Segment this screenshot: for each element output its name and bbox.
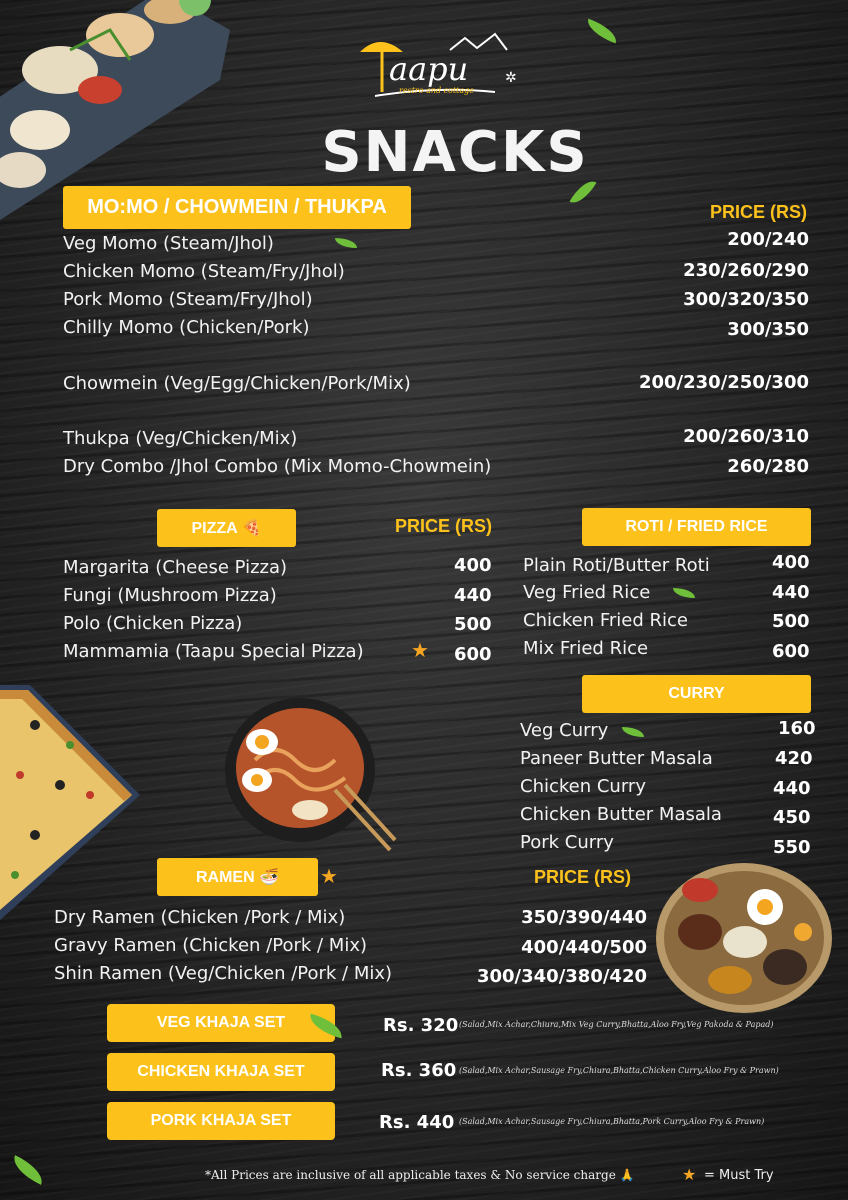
item-price: 450 [773,807,811,828]
brand-tagline: restro and cottage [399,86,474,95]
leaf-icon [673,588,695,598]
veg-khaja-desc: (Salad,Mix Achar,Chiura,Mix Veg Curry,Bhatta,Aloo Fry,Veg Pakoda & Papad) [459,1020,774,1029]
footer-note: *All Prices are inclusive of all applicable taxes & No service charge 🙏 [205,1168,635,1182]
item-price: 440 [772,582,810,603]
leaf-icon [8,1155,47,1185]
item-price: 420 [775,748,813,769]
list-item: Dry Combo /Jhol Combo (Mix Momo-Chowmein) [63,456,492,477]
veg-khaja-set-label: VEG KHAJA SET [107,1004,335,1042]
list-item: Mammamia (Taapu Special Pizza) [63,641,364,662]
star-icon: ★ [411,638,429,662]
leaf-icon [584,19,621,44]
star-icon: ★ [682,1165,697,1184]
item-price: 440 [454,585,492,606]
item-price: 550 [773,837,811,858]
pizza-image [0,685,140,920]
list-item: Paneer Butter Masala [520,748,713,769]
item-price: 440 [773,778,811,799]
leaf-icon [622,727,644,737]
list-item: Thukpa (Veg/Chicken/Mix) [63,428,298,449]
item-price: 500 [454,614,492,635]
list-item: Mix Fried Rice [523,638,649,659]
list-item: Margarita (Cheese Pizza) [63,557,288,578]
item-price: 400/440/500 [521,937,647,958]
ramen-price-header: PRICE (RS) [534,867,632,887]
roti-heading: ROTI / FRIED RICE [582,508,811,546]
list-item: Shin Ramen (Veg/Chicken /Pork / Mix) [54,963,393,984]
svg-text:✲: ✲ [505,70,517,86]
list-item: Veg Fried Rice [523,582,651,603]
list-item: Chicken Butter Masala [520,804,722,825]
item-price: 500 [772,611,810,632]
ramen-bowl-image [215,690,395,855]
momo-price-header: PRICE (RS) [710,202,808,222]
pork-khaja-set-label: PORK KHAJA SET [107,1102,335,1140]
item-price: 400 [772,552,810,573]
chicken-khaja-set-label: CHICKEN KHAJA SET [107,1053,335,1091]
veg-khaja-price: Rs. 320 [383,1015,459,1036]
item-price: 350/390/440 [521,907,647,928]
momo-heading: MO:MO / CHOWMEIN / THUKPA [63,186,411,229]
item-price: 300/340/380/420 [476,966,647,987]
item-price: 400 [454,555,492,576]
list-item: Chicken Momo (Steam/Fry/Jhol) [63,261,345,282]
item-price: 260/280 [727,456,809,477]
item-price: 160 [778,718,816,739]
chicken-khaja-price: Rs. 360 [381,1060,457,1081]
item-price: 200/230/250/300 [638,372,809,393]
star-icon: ★ [320,864,338,888]
list-item: Chicken Fried Rice [523,610,689,631]
page-title: SNACKS [321,120,589,185]
list-item: Pork Momo (Steam/Fry/Jhol) [63,289,313,310]
item-price: 200/260/310 [683,426,809,447]
item-price: 230/260/290 [683,260,809,281]
chicken-khaja-desc: (Salad,Mix Achar,Sausage Fry,Chiura,Bhatta,Chicken Curry,Aloo Fry & Prawn) [459,1066,779,1075]
list-item: Veg Curry [520,720,609,741]
ramen-heading: RAMEN 🍜 [157,858,318,896]
list-item: Chicken Curry [520,776,646,797]
list-item: Dry Ramen (Chicken /Pork / Mix) [54,907,346,928]
item-price: 300/320/350 [683,289,809,310]
list-item: Pork Curry [520,832,614,853]
list-item: Chowmein (Veg/Egg/Chicken/Pork/Mix) [63,373,411,394]
item-price: 600 [454,644,492,665]
pizza-heading: PIZZA 🍕 [157,509,296,547]
brand-name: aapu [389,50,469,88]
leaf-icon [335,238,357,248]
list-item: Plain Roti/Butter Roti [523,555,710,576]
pork-khaja-desc: (Salad,Mix Achar,Sausage Fry,Chiura,Bhatta,Pork Curry,Aloo Fry & Prawn) [459,1117,765,1126]
logo [355,30,515,105]
item-price: 200/240 [727,229,809,250]
curry-heading: CURRY [582,675,811,713]
list-item: Veg Momo (Steam/Jhol) [63,233,274,254]
list-item: Fungi (Mushroom Pizza) [63,585,277,606]
pizza-price-header: PRICE (RS) [395,516,493,536]
item-price: 300/350 [727,319,809,340]
pork-khaja-price: Rs. 440 [379,1112,455,1133]
khaja-plate-image [655,862,833,1014]
list-item: Polo (Chicken Pizza) [63,613,243,634]
item-price: 600 [772,641,810,662]
footer-legend: = Must Try [704,1168,774,1183]
list-item: Chilly Momo (Chicken/Pork) [63,317,310,338]
list-item: Gravy Ramen (Chicken /Pork / Mix) [54,935,367,956]
